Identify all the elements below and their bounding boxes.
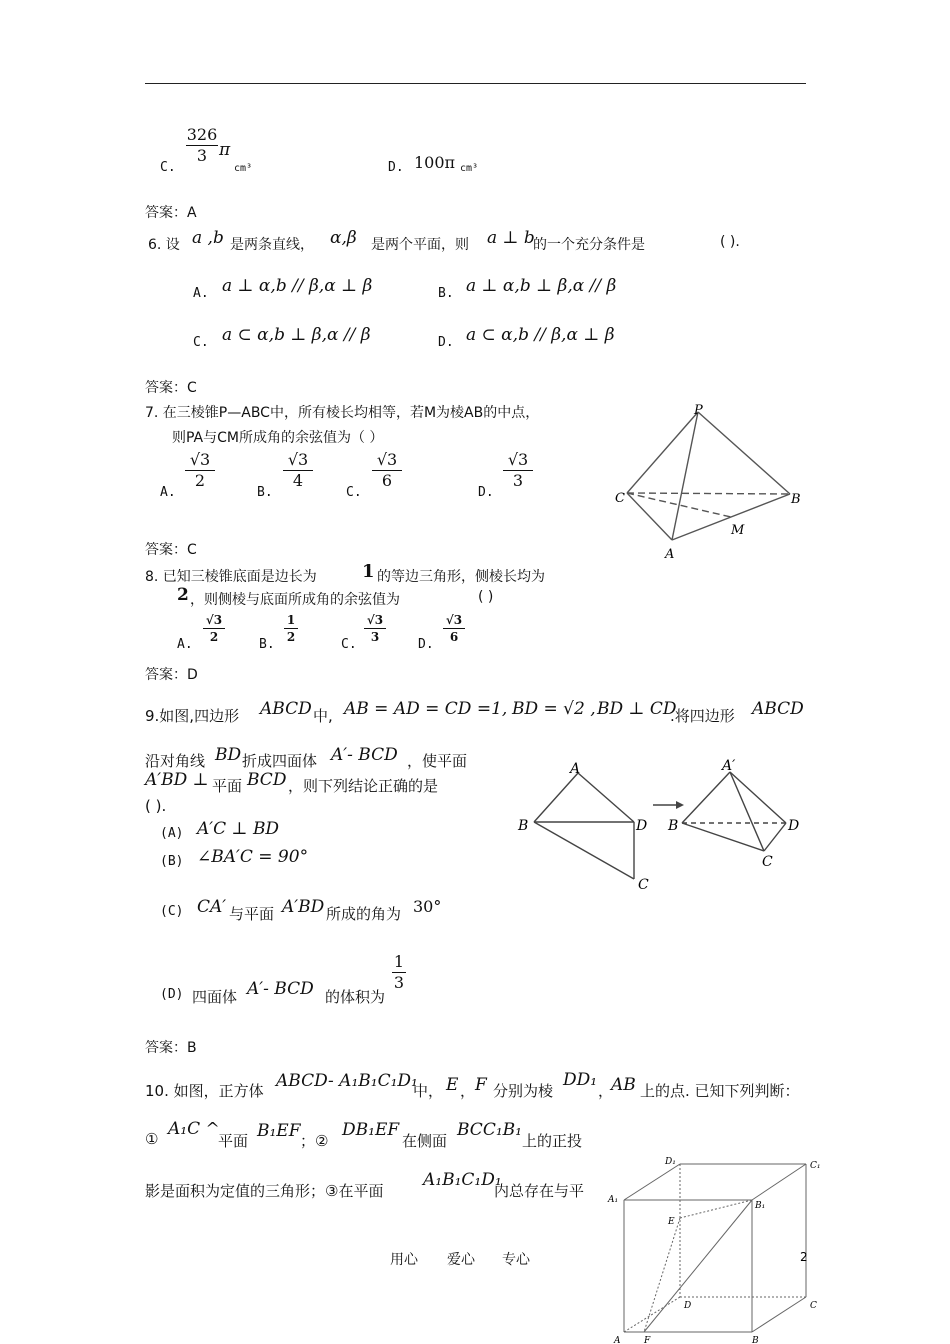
- q5-d-value: 100π: [414, 153, 456, 172]
- q9-line3-end: ，则下列结论正确的是: [288, 777, 439, 795]
- q10-l3-t1: 影是面积为定值的三角形；③在平面: [145, 1182, 384, 1200]
- label-b: B: [518, 818, 529, 834]
- q10-cube-figure: [606, 1152, 836, 1344]
- q9-stem-end: .将四边形: [670, 707, 735, 725]
- q9-line4: ( ).: [145, 797, 167, 815]
- label-c2: C: [762, 854, 773, 870]
- q10-l2-c1: ①: [145, 1130, 159, 1148]
- edge-cb-hidden: [627, 493, 790, 494]
- q10-l3-t2: 内总存在与平: [494, 1182, 585, 1200]
- q8-option-c-label: C.: [341, 637, 357, 652]
- q9-option-c-end: 所成的角为: [326, 905, 402, 923]
- q9-option-c-label: (C): [160, 904, 184, 919]
- q5-c-pi: π: [219, 140, 231, 160]
- q6-blank: ( ).: [720, 234, 740, 250]
- q7-b-num: √3: [287, 450, 309, 469]
- q8-c-num: √3: [366, 613, 384, 627]
- q7-c-den: 6: [381, 471, 393, 490]
- fraction-bar: [364, 628, 386, 629]
- q9-tetra: A′- BCD: [331, 745, 398, 765]
- q8-two: 2: [177, 585, 189, 605]
- header-rule: [145, 83, 806, 84]
- q8-option-d-label: D.: [418, 637, 434, 652]
- segment-ef-hidden: [644, 1218, 680, 1332]
- q8-stem-line2: ，则侧棱与底面所成角的余弦值为: [190, 592, 400, 608]
- q10-l3-m1: A₁B₁C₁D₁: [423, 1170, 502, 1190]
- label-c: C: [638, 877, 649, 893]
- arrow-head-icon: [676, 801, 684, 809]
- q9-eq3: BD ⊥ CD: [597, 699, 677, 719]
- q8-option-a-label: A.: [177, 637, 193, 652]
- label-b2: B: [668, 818, 679, 834]
- label-d2: D: [788, 818, 800, 834]
- edge-pc: [627, 412, 698, 493]
- q8-option-d-fraction: [443, 614, 465, 643]
- q10-stem-pre: 10. 如图，正方体: [145, 1082, 264, 1100]
- vertex-p-label: P: [694, 403, 703, 418]
- q8-option-c-fraction: [364, 614, 386, 643]
- label-c1: C₁: [810, 1161, 821, 1171]
- q5-c-denominator: 3: [196, 146, 208, 165]
- q10-stem-end: 上的点. 已知下列判断：: [640, 1082, 800, 1100]
- q10-l2-m2: B₁EF: [257, 1121, 301, 1141]
- q6-option-c-label: C.: [193, 335, 209, 350]
- q7-b-den: 4: [292, 471, 304, 490]
- q10-l2-t2: ；②: [300, 1132, 329, 1150]
- q9-option-c-math2: A′BD: [282, 897, 325, 917]
- q7-d-num: √3: [507, 450, 529, 469]
- q8-d-num: √3: [445, 613, 463, 627]
- fraction-bar: [443, 628, 465, 629]
- q5-c-unit: cm³: [234, 163, 253, 174]
- label-b: B: [752, 1336, 759, 1344]
- q6-a-perp-b: a ⊥ b: [487, 228, 535, 248]
- q9-eq1: AB = AD = CD =1,: [344, 699, 508, 719]
- edge-bc2: [682, 823, 764, 851]
- q7-option-c-label: C.: [346, 485, 362, 500]
- label-e: E: [668, 1217, 675, 1227]
- q8-stem-pre: 8. 已知三棱锥底面是边长为: [145, 569, 317, 585]
- q5-c-numerator: 326: [186, 125, 218, 144]
- vertex-b-label: B: [791, 492, 801, 507]
- q9-option-c-degree: 30°: [413, 897, 442, 916]
- q10-l2-m1: A₁C ^: [168, 1119, 220, 1139]
- q5-option-d-label: D.: [388, 160, 404, 175]
- q10-e: E: [446, 1075, 459, 1095]
- q9-stem-mid: 中,: [313, 707, 333, 725]
- q6-stem-mid2: 是两个平面，则: [371, 237, 469, 253]
- q7-option-b-fraction: [283, 452, 313, 489]
- q7-answer: 答案：C: [145, 542, 197, 558]
- vertex-a-label: A: [665, 547, 675, 562]
- label-a-prime: A′: [722, 758, 736, 774]
- q6-option-c: a ⊂ α,b ⊥ β,α // β: [222, 325, 371, 345]
- q8-b-den: 2: [286, 630, 296, 644]
- vertex-c-label: C: [615, 491, 625, 506]
- footer-aixin: 爱心: [447, 1252, 475, 1268]
- edge-ab: [534, 773, 578, 822]
- q10-ab: AB: [611, 1075, 636, 1095]
- edge-a2b: [682, 772, 730, 823]
- q5-option-c-fraction: [186, 127, 218, 164]
- q7-option-a-label: A.: [160, 485, 176, 500]
- q10-stem-mid2: 分别为棱: [493, 1082, 554, 1100]
- q8-a-num: √3: [205, 613, 223, 627]
- q8-one: 1: [362, 561, 375, 582]
- q8-stem-post: 的等边三角形，侧棱长均为: [377, 569, 545, 585]
- segment-b1f: [644, 1200, 752, 1332]
- q8-b-num: 1: [286, 613, 296, 627]
- q9-eq2: BD = √2 ,: [512, 699, 596, 719]
- label-a: A: [570, 761, 581, 777]
- q9-bcd: BCD: [247, 770, 287, 790]
- q8-option-a-fraction: [203, 614, 225, 643]
- q6-alpha-beta: α,β: [330, 228, 357, 248]
- q7-option-a-fraction: [185, 452, 215, 489]
- edge-ad: [578, 773, 634, 822]
- edge-bc: [752, 1297, 806, 1332]
- q10-l2-m3: DB₁EF: [342, 1120, 400, 1140]
- q10-l2-t1: 平面: [218, 1132, 249, 1150]
- edge-bc: [534, 822, 634, 879]
- q9-option-c-mid: 与平面: [229, 905, 275, 923]
- edge-ca: [627, 493, 672, 540]
- q9-option-b-label: (B): [160, 854, 184, 869]
- q7-stem-line1: 7. 在三棱锥P—ABC中，所有棱长均相等，若M为棱AB的中点，: [145, 405, 540, 421]
- q8-option-b-label: B.: [259, 637, 275, 652]
- q5-option-c-label: C.: [160, 160, 176, 175]
- q9-answer: 答案：B: [145, 1040, 197, 1056]
- edge-dc2: [764, 823, 786, 851]
- q10-l2-t3: 在侧面: [402, 1132, 448, 1150]
- q7-d-den: 3: [512, 471, 524, 490]
- q9-line2-mid: 折成四面体: [242, 752, 318, 770]
- q8-d-den: 6: [449, 630, 459, 644]
- q10-l2-m4: BCC₁B₁: [457, 1120, 522, 1140]
- label-a: A: [614, 1336, 621, 1344]
- q9-option-a-label: (A): [160, 826, 184, 841]
- q7-option-b-label: B.: [257, 485, 273, 500]
- q9-line2-pre: 沿对角线: [145, 752, 206, 770]
- q6-stem-mid: 是两条直线，: [230, 237, 314, 253]
- fraction-bar: [284, 628, 298, 629]
- q9-bd: BD: [215, 745, 242, 765]
- q7-stem-line2: 则PA与CM所成角的余弦值为（ ）: [172, 430, 384, 446]
- point-m-label: M: [731, 523, 745, 538]
- q7-tetrahedron-figure: [605, 398, 815, 568]
- q7-option-c-fraction: [372, 452, 402, 489]
- q9-abcd2: ABCD: [752, 699, 804, 719]
- q6-option-a-label: A.: [193, 286, 209, 301]
- edge-b1c1: [752, 1164, 806, 1200]
- q9-d-den: 3: [393, 973, 405, 992]
- q6-option-d-label: D.: [438, 335, 454, 350]
- q8-a-den: 2: [209, 630, 219, 644]
- label-d1: D₁: [665, 1157, 676, 1167]
- label-d: D: [684, 1301, 692, 1311]
- q10-sep: ，: [598, 1082, 614, 1100]
- q9-line3-math: A′BD ⊥: [145, 770, 209, 790]
- q7-option-d-label: D.: [478, 485, 494, 500]
- label-d: D: [636, 818, 648, 834]
- q10-stem-mid: 中，: [413, 1082, 444, 1100]
- edge-a2d: [730, 772, 786, 823]
- q9-abcd: ABCD: [260, 699, 312, 719]
- q9-line3-mid: 平面: [212, 777, 243, 795]
- label-c: C: [810, 1301, 817, 1311]
- footer-yongxin: 用心: [390, 1252, 418, 1268]
- q9-option-c-math: CA′: [197, 897, 227, 917]
- page-number: 2: [800, 1250, 808, 1264]
- fraction-bar: [203, 628, 225, 629]
- edge-pa: [672, 412, 698, 540]
- q9-line2-end: ，使平面: [407, 752, 468, 770]
- q6-stem-end: 的一个充分条件是: [533, 237, 645, 253]
- q10-comma: ，: [460, 1082, 476, 1100]
- q6-option-a: a ⊥ α,b // β,α ⊥ β: [222, 276, 373, 296]
- q8-c-den: 3: [370, 630, 380, 644]
- label-a1: A₁: [608, 1195, 619, 1205]
- q9-option-b: ∠BA′C = 90°: [197, 847, 309, 867]
- q9-option-d-pre: 四面体: [192, 988, 238, 1006]
- q6-stem-pre: 6. 设: [148, 237, 180, 253]
- q9-option-d-fraction: [392, 954, 406, 991]
- q10-f: F: [475, 1075, 487, 1095]
- q9-stem-pre: 9.如图,四边形: [145, 707, 240, 725]
- q7-a-num: √3: [189, 450, 211, 469]
- q5-answer: 答案：A: [145, 205, 197, 221]
- q9-option-a: A′C ⊥ BD: [197, 819, 280, 839]
- q8-answer: 答案：D: [145, 667, 198, 683]
- label-b1: B₁: [755, 1201, 766, 1211]
- q9-option-d-mid: 的体积为: [325, 988, 386, 1006]
- q9-option-d-label: (D): [160, 987, 184, 1002]
- q7-c-num: √3: [376, 450, 398, 469]
- segment-eb1-hidden: [680, 1200, 752, 1218]
- q6-ab: a ,b: [192, 228, 224, 248]
- edge-a2c: [730, 772, 764, 851]
- label-f: F: [644, 1336, 651, 1344]
- footer-zhuanxin: 专心: [502, 1252, 530, 1268]
- q6-option-b: a ⊥ α,b ⊥ β,α // β: [466, 276, 617, 296]
- q9-option-d-math: A′- BCD: [247, 979, 314, 999]
- q8-option-b-fraction: [284, 614, 298, 643]
- edge-pb: [698, 412, 790, 494]
- q6-option-d: a ⊂ α,b // β,α ⊥ β: [466, 325, 615, 345]
- q9-folding-figure: [510, 755, 810, 895]
- q10-cube: ABCD- A₁B₁C₁D₁: [276, 1071, 418, 1091]
- edge-ad-hidden: [624, 1297, 680, 1332]
- q8-blank: ( ): [478, 589, 494, 605]
- q10-l2-t4: 上的正投: [522, 1132, 583, 1150]
- q7-option-d-fraction: [503, 452, 533, 489]
- q9-d-num: 1: [393, 952, 405, 971]
- q6-answer: 答案：C: [145, 380, 197, 396]
- q10-dd1: DD₁: [563, 1070, 598, 1090]
- q6-option-b-label: B.: [438, 286, 454, 301]
- q5-d-unit: cm³: [460, 163, 479, 174]
- q7-a-den: 2: [194, 471, 206, 490]
- edge-a1d1: [624, 1164, 680, 1200]
